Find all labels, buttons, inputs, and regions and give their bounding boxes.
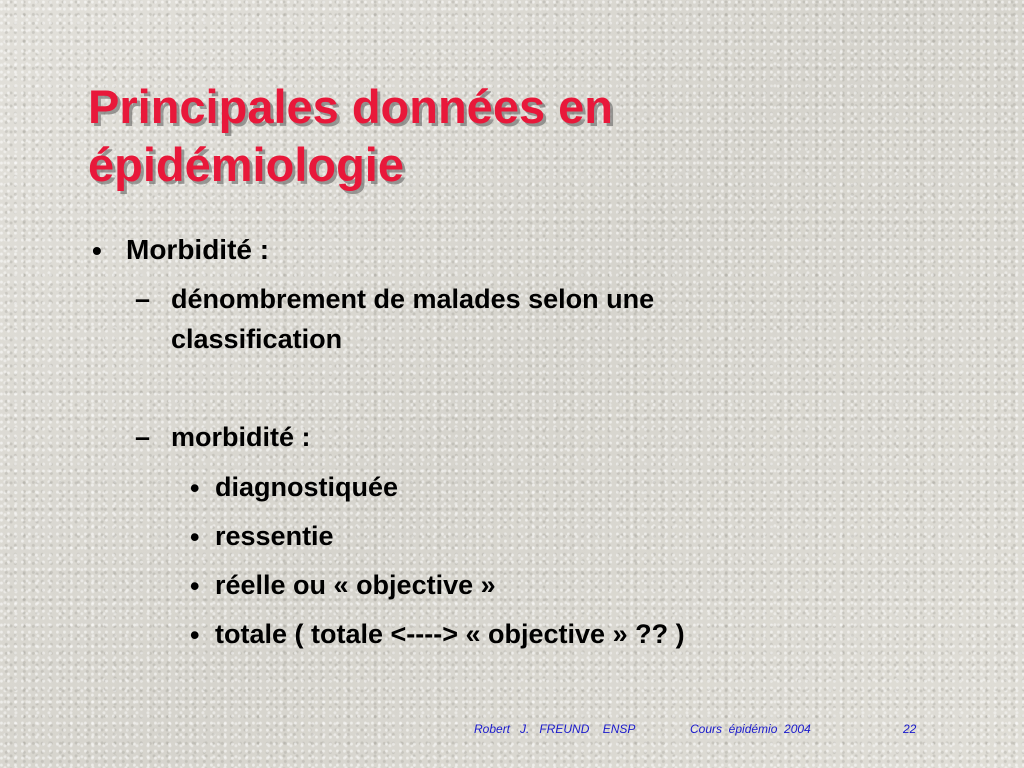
- sub-bullet-marker: •: [190, 473, 200, 503]
- bullet-morbidite-sub: morbidité :: [171, 422, 311, 452]
- dash-marker: –: [135, 422, 151, 452]
- slide-title-line-1: Principales données en: [88, 80, 614, 133]
- sub-bullet-marker: •: [190, 571, 200, 601]
- dash-marker: –: [135, 284, 151, 314]
- sub-bullet-ressentie: ressentie: [215, 521, 334, 551]
- sub-bullet-reelle: réelle ou « objective »: [215, 570, 496, 600]
- footer-author: Robert J. FREUND ENSP: [474, 722, 636, 736]
- sub-bullet-marker: •: [190, 522, 200, 552]
- bullet-denombrement-line-1: dénombrement de malades selon une: [171, 284, 655, 314]
- sub-bullet-totale: totale ( totale <----> « objective » ?? ): [215, 619, 685, 649]
- footer-page-number: 22: [903, 722, 917, 736]
- bullet-marker: •: [92, 235, 102, 266]
- slide-title-line-2: épidémiologie: [88, 138, 404, 191]
- bullet-morbidite-heading: Morbidité :: [126, 234, 270, 265]
- bullet-denombrement-line-2: classification: [171, 324, 343, 354]
- sub-bullet-diagnostiquee: diagnostiquée: [215, 472, 399, 502]
- footer-course: Cours épidémio 2004: [690, 722, 811, 736]
- sub-bullet-marker: •: [190, 620, 200, 650]
